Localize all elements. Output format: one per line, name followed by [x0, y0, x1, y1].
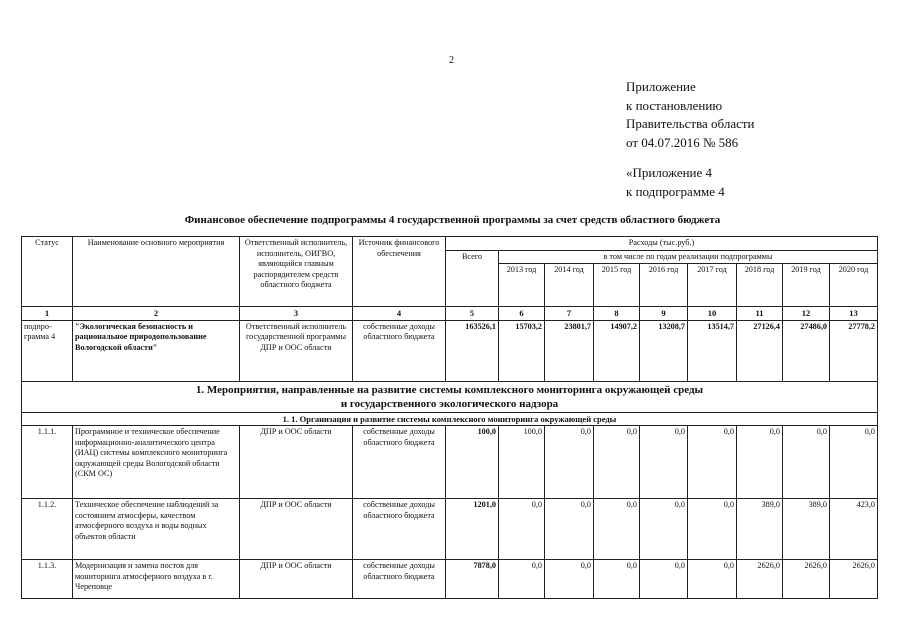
row-year-value: 0,0	[640, 499, 688, 560]
row-year-value: 27126,4	[737, 320, 783, 381]
subsection-heading: 1. 1. Организация и развитие системы комплексного мониторинга окружающей среды	[22, 412, 878, 426]
row-total: 1201,0	[446, 499, 499, 560]
section-heading-line: и государственного экологического надзора	[340, 397, 559, 410]
row-executor: Ответственный исполнитель государственной программы ДПР и ООС области	[240, 320, 353, 381]
table-row	[22, 426, 878, 499]
appendix-block	[626, 78, 755, 152]
row-executor: ДПР и ООС области	[240, 499, 353, 560]
row-year-value: 27778,2	[830, 320, 878, 381]
appendix-line: к подпрограмме 4	[626, 183, 725, 199]
row-year-value: 2626,0	[737, 560, 783, 599]
page-number: 2	[449, 55, 454, 66]
section-heading	[22, 381, 878, 412]
column-number: 4	[353, 307, 446, 321]
row-source: собственные доходы областного бюджета	[353, 560, 446, 599]
row-year-value: 13514,7	[688, 320, 737, 381]
header-status: Статус	[22, 237, 73, 307]
column-number: 10	[688, 307, 737, 321]
row-year-value: 0,0	[783, 426, 830, 499]
row-year-value: 100,0	[499, 426, 545, 499]
table-row	[22, 499, 878, 560]
header-source: Источник финансового обеспечения	[353, 237, 446, 307]
header-executor: Ответственный исполнитель, исполнитель, ОИГВО, являющийся главным распорядителем средств областного бюджета	[240, 237, 353, 307]
header-by-years: в том числе по годам реализации подпрограммы	[499, 250, 878, 264]
row-status: 1.1.2.	[22, 499, 73, 560]
row-year-value: 23801,7	[545, 320, 594, 381]
column-number: 12	[783, 307, 830, 321]
header-total: Всего	[446, 250, 499, 307]
section-heading-line: 1. Мероприятия, направленные на развитие системы комплексного мониторинга окружающей среды	[195, 383, 704, 396]
header-year: 2016 год	[640, 264, 688, 307]
row-year-value: 0,0	[688, 499, 737, 560]
row-executor: ДПР и ООС области	[240, 426, 353, 499]
header-year: 2014 год	[545, 264, 594, 307]
row-total: 163526,1	[446, 320, 499, 381]
document-title: Финансовое обеспечение подпрограммы 4 государственной программы за счет средств областного бюджета	[184, 214, 721, 226]
row-year-value: 0,0	[545, 560, 594, 599]
row-name: Модернизация и замена постов для мониторинга атмосферного воздуха в г. Череповце	[73, 560, 240, 599]
row-status: 1.1.3.	[22, 560, 73, 599]
column-number: 1	[22, 307, 73, 321]
column-number: 3	[240, 307, 353, 321]
appendix-line: Приложение	[626, 79, 696, 94]
row-name: Техническое обеспечение наблюдений за состоянием атмосферы, качеством атмосферного воздуха и воды водных объектов области	[73, 499, 240, 560]
appendix-line: к постановлению	[626, 97, 723, 113]
row-executor: ДПР и ООС области	[240, 560, 353, 599]
row-source: собственные доходы областного бюджета	[353, 426, 446, 499]
header-year: 2020 год	[830, 264, 878, 307]
header-year: 2019 год	[783, 264, 830, 307]
row-total: 7878,0	[446, 560, 499, 599]
table-row	[22, 560, 878, 599]
row-year-value: 14907,2	[594, 320, 640, 381]
row-year-value: 0,0	[640, 560, 688, 599]
row-year-value: 389,0	[783, 499, 830, 560]
header-name: Наименование основного мероприятия	[73, 237, 240, 307]
row-year-value: 0,0	[688, 426, 737, 499]
column-number: 2	[73, 307, 240, 321]
subprogram-row	[22, 320, 878, 381]
financing-table	[21, 236, 878, 599]
row-year-value: 389,0	[737, 499, 783, 560]
header-expenses: Расходы (тыс.руб.)	[446, 237, 878, 251]
row-year-value: 27486,0	[783, 320, 830, 381]
column-number: 6	[499, 307, 545, 321]
appendix-line: от 04.07.2016 № 586	[626, 134, 739, 150]
header-year: 2013 год	[499, 264, 545, 307]
header-year: 2017 год	[688, 264, 737, 307]
row-year-value: 0,0	[545, 499, 594, 560]
column-number: 7	[545, 307, 594, 321]
row-source: собственные доходы областного бюджета	[353, 320, 446, 381]
row-year-value: 0,0	[594, 560, 640, 599]
column-number-row	[22, 307, 878, 321]
header-year: 2015 год	[594, 264, 640, 307]
row-year-value: 0,0	[594, 426, 640, 499]
header-year: 2018 год	[737, 264, 783, 307]
column-number: 13	[830, 307, 878, 321]
row-year-value: 13208,7	[640, 320, 688, 381]
row-year-value: 0,0	[688, 560, 737, 599]
row-name: Программное и техническое обеспечение информационно-аналитического центра (ИАЦ) системы комплексного мониторинга окружающей среды Вологодской области (СКМ ОС)	[73, 426, 240, 499]
row-year-value: 2626,0	[830, 560, 878, 599]
section-heading-row	[22, 381, 878, 412]
row-year-value: 0,0	[499, 499, 545, 560]
column-number: 5	[446, 307, 499, 321]
column-number: 9	[640, 307, 688, 321]
row-year-value: 0,0	[640, 426, 688, 499]
row-year-value: 0,0	[737, 426, 783, 499]
row-status: 1.1.1.	[22, 426, 73, 499]
row-year-value: 2626,0	[783, 560, 830, 599]
row-year-value: 423,0	[830, 499, 878, 560]
row-year-value: 0,0	[499, 560, 545, 599]
row-year-value: 0,0	[594, 499, 640, 560]
appendix-line: Правительства области	[626, 116, 755, 131]
row-status: подпро-грамма 4	[22, 320, 73, 381]
appendix-line: «Приложение 4	[626, 165, 713, 180]
row-total: 100,0	[446, 426, 499, 499]
header-row	[22, 237, 878, 251]
row-year-value: 0,0	[545, 426, 594, 499]
row-source: собственные доходы областного бюджета	[353, 499, 446, 560]
row-name: "Экологическая безопасность и рациональное природопользование Вологодской области"	[73, 320, 240, 381]
column-number: 11	[737, 307, 783, 321]
row-year-value: 15703,2	[499, 320, 545, 381]
appendix-block-2	[626, 164, 725, 201]
column-number: 8	[594, 307, 640, 321]
row-year-value: 0,0	[830, 426, 878, 499]
subsection-heading-row	[22, 412, 878, 426]
